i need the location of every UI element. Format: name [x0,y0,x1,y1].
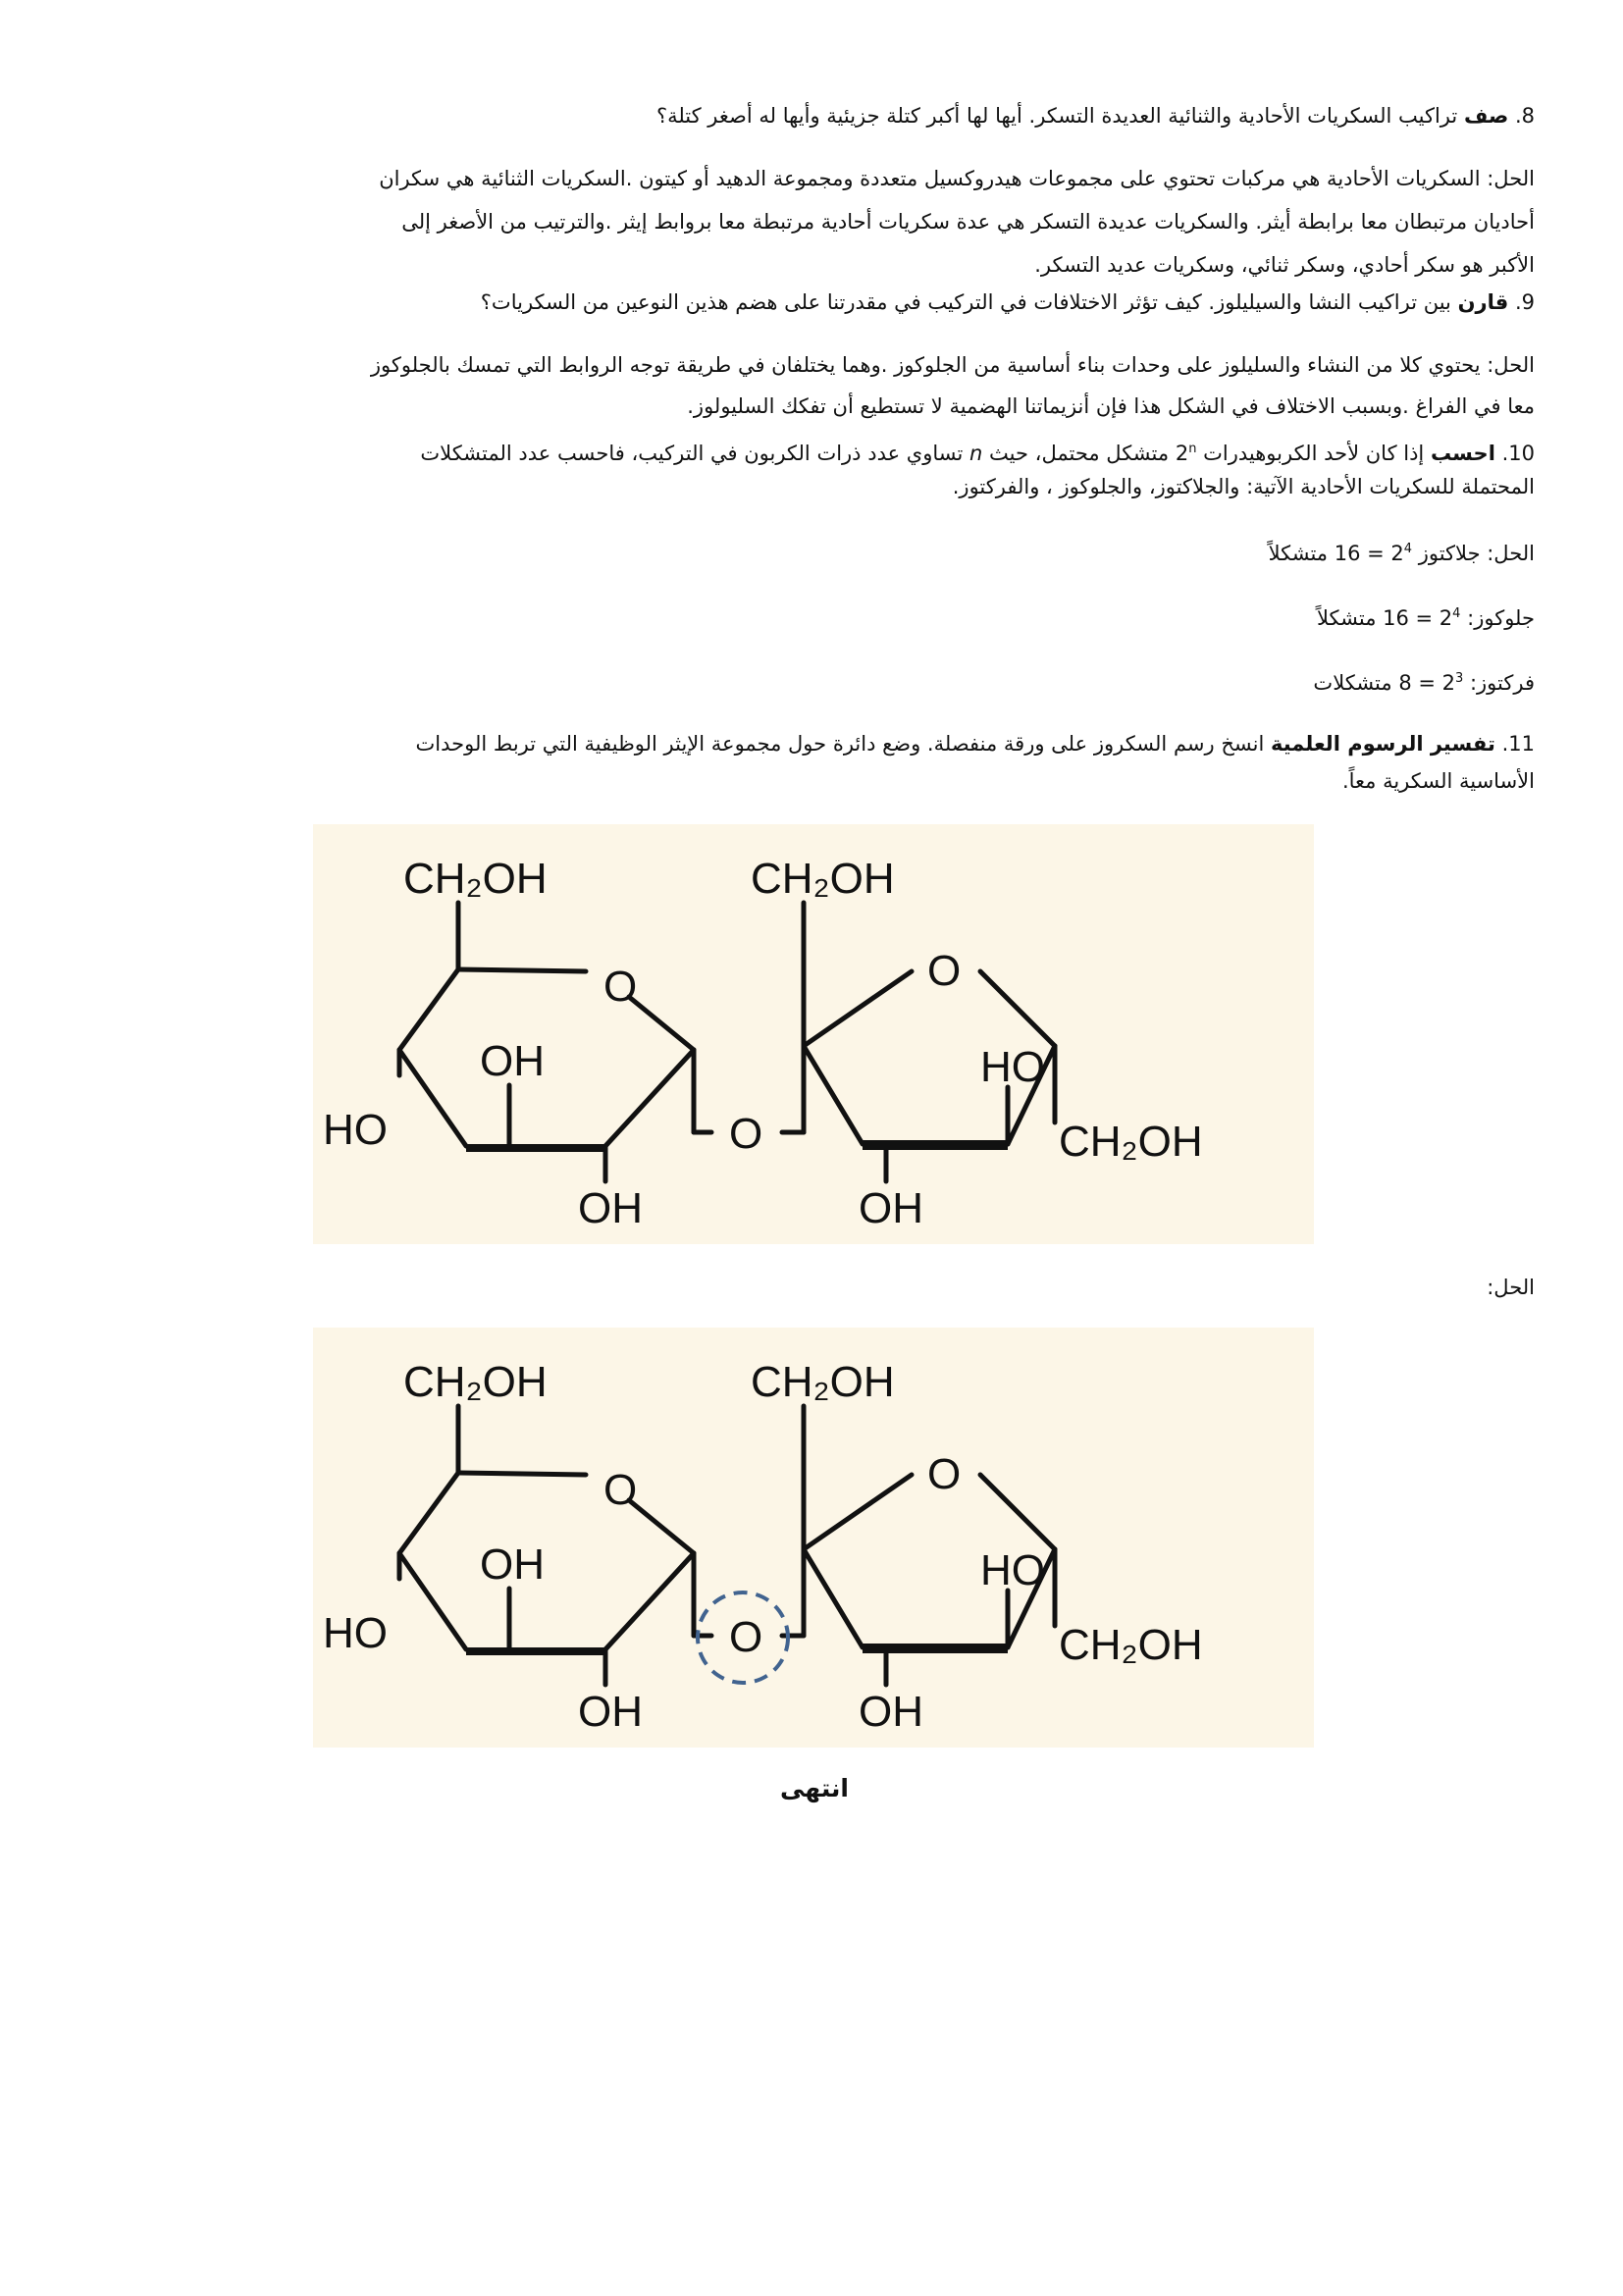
q10-formula: 2$^n$ [1175,442,1197,465]
q9-answer-line-1: الحل: يحتوي كلا من النشاء والسليلوز على وحدات بناء أساسية من الجلوكوز .وهما يختلفان في طريقة توجه الروابط التي تمسك بالجلوكوز [370,353,1535,377]
glucose-ch2oh-label-2: CH₂OH [403,1358,548,1406]
fructose-ring-oxygen: O [927,947,962,995]
q11-verb: تفسير الرسوم العلمية [1271,732,1495,756]
q8-answer-line-1: الحل: السكريات الأحادية هي مركبات تحتوي على مجموعات هيدروكسيل متعددة ومجموعة الدهيد أو كيتون .السكريات الثنائية هي سكران [379,167,1535,190]
q10-number: 10. [1501,442,1535,465]
fructose-ch2oh-label: CH₂OH [751,855,895,903]
q10-text-before: إذا كان لأحد الكربوهيدرات [1203,442,1425,465]
q10-fructose-value: $8 = 2^3$ [1398,671,1464,695]
q8-verb: صف [1463,104,1509,128]
q10-glucose-value: $16 = 2^4$ [1383,606,1461,630]
q10-var: n [969,442,983,465]
q9-question [481,288,1535,316]
solution-label: الحل: [1487,1276,1535,1299]
q8-answer-line-2: أحاديان مرتبطان معا برابطة أيثر. والسكريات عديدة التسكر هي عدة سكريات أحادية مرتبطة معا بروابط إيثر .والترتيب من الأصغر إلى [401,210,1535,234]
q10-answer-glucose: جلوكوز: $16 = 2^4$ متشكلاً [1317,606,1535,630]
glucose-ring-oxygen: O [603,963,638,1011]
sucrose-figure-question [313,824,1314,1244]
q10-line-2: المحتملة للسكريات الأحادية الآتية: والجلاكتوز، والجلوكوز ، والفركتوز. [952,475,1535,498]
q11-text: انسخ رسم السكروز على ورقة منفصلة. وضع دائرة حول مجموعة الإيثر الوظيفية التي تربط الوحدات [415,732,1265,756]
q11-question [116,730,1535,757]
glucose-oh-label: OH [480,1037,545,1085]
fructose-side-ch2oh-label: CH₂OH [1059,1118,1203,1166]
q10-text-after: تساوي عدد ذرات الكربون في التركيب، فاحسب عدد المتشكلات [420,442,964,465]
q10-text-mid: متشكل محتمل، حيث [989,442,1170,465]
fructose-side-ch2oh-label-2: CH₂OH [1059,1621,1203,1669]
fructose-ch2oh-label-2: CH₂OH [751,1358,895,1406]
sucrose-structure [313,824,1314,1244]
q9-number: 9. [1514,290,1535,314]
fructose-bottom-oh-label-2: OH [859,1688,923,1736]
q10-galactose-value: $16 = 2^4$ [1334,542,1413,565]
glucose-bottom-oh-label-2: OH [578,1688,643,1736]
glucose-oh-label-2: OH [480,1540,545,1589]
q8-text: تراكيب السكريات الأحادية والثنائية العديدة التسكر. أيها لها أكبر كتلة جزيئية وأيها له أصغر كتلة؟ [655,104,1458,128]
q10-verb: احسب [1430,442,1495,465]
q10-answer-galactose: الحل: جلاكتوز $16 = 2^4$ متشكلاً [1268,542,1535,565]
sucrose-structure-answer [313,1328,1314,1748]
sucrose-figure-answer [313,1328,1314,1748]
q11-line-2: الأساسية السكرية معاً. [1341,769,1535,793]
glycosidic-oxygen-2: O [729,1613,763,1661]
fructose-bottom-oh-label: OH [859,1184,923,1232]
fructose-ring-oxygen-2: O [927,1450,962,1498]
glycosidic-oxygen: O [729,1110,763,1158]
q9-verb: قارن [1457,290,1509,314]
q8-answer-line-3: الأكبر هو سكر أحادي، وسكر ثنائي، وسكريات عديد التسكر. [1034,253,1535,277]
fructose-ho-label-2: HO [980,1546,1045,1594]
glucose-ho-label-2: HO [323,1609,388,1657]
q10-question [116,436,1535,467]
glucose-ho-label: HO [323,1106,388,1154]
end-text: انتهى [780,1774,849,1802]
q9-text: بين تراكيب النشا والسيليلوز. كيف تؤثر الاختلافات في التركيب في مقدرتنا على هضم هذين النوعين من السكريات؟ [480,290,1451,314]
q8-question [656,102,1535,130]
q9-answer-line-2: معا في الفراغ .وبسبب الاختلاف في الشكل هذا فإن أنزيماتنا الهضمية لا تستطيع أن تفكك السليولوز. [687,394,1535,418]
fructose-ho-label: HO [980,1043,1045,1091]
q11-number: 11. [1501,732,1535,756]
q10-answer-fructose: فركتوز: $8 = 2^3$ متشكلات [1313,671,1535,695]
glucose-ch2oh-label: CH₂OH [403,855,548,903]
glucose-bottom-oh-label: OH [578,1184,643,1232]
q8-number: 8. [1514,104,1535,128]
glucose-ring-oxygen-2: O [603,1466,638,1514]
